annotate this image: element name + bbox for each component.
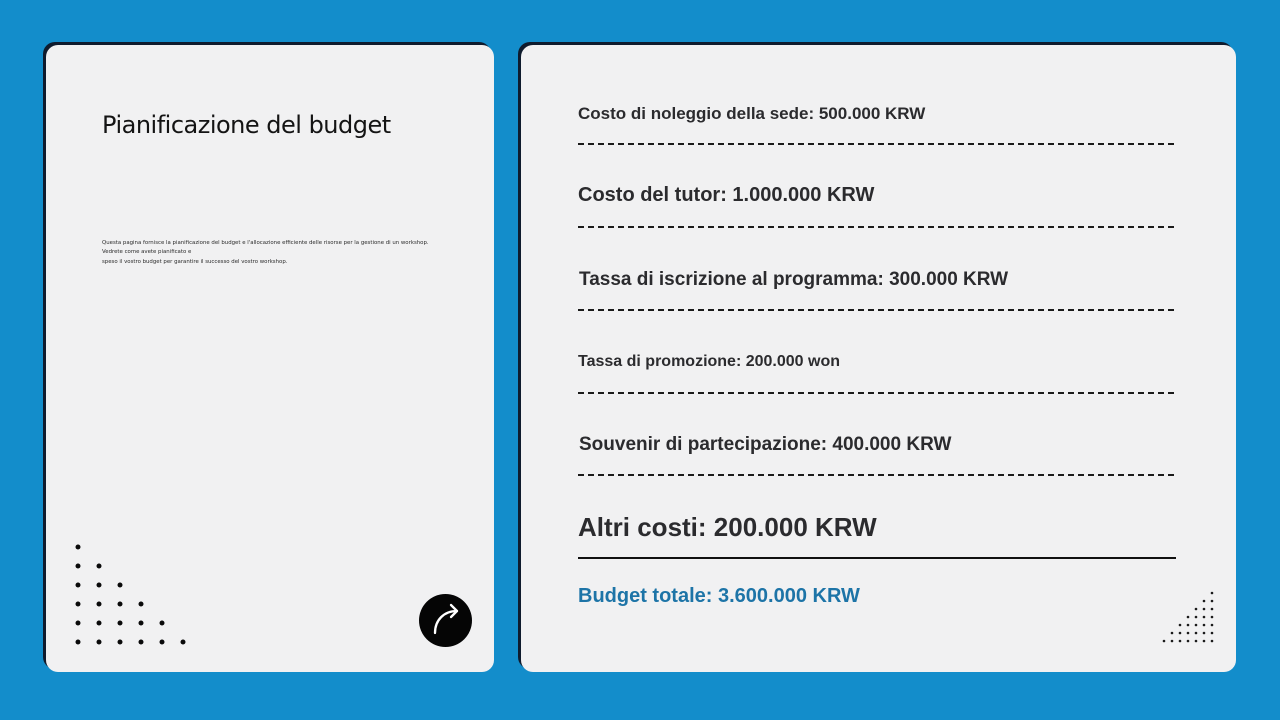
left-card [46, 45, 494, 672]
budget-item-venue-rental: Costo di noleggio della sede: 500.000 KRW [578, 104, 926, 123]
budget-item-tutor: Costo del tutor: 1.000.000 KRW [578, 184, 875, 206]
budget-total: Budget totale: 3.600.000 KRW [578, 585, 860, 607]
dashed-divider [578, 226, 1174, 228]
page-title: Pianificazione del budget [102, 111, 391, 139]
corner-dot-pattern-icon [1158, 589, 1218, 649]
dashed-divider [578, 474, 1174, 476]
solid-divider [578, 557, 1176, 559]
budget-item-other-costs: Altri costi: 200.000 KRW [578, 512, 877, 542]
dot-triangle-icon [72, 541, 192, 651]
description-line-1: Questa pagina fornisce la pianificazione del budget e l'allocazione efficiente delle risorse per la gestione di un workshop. [102, 240, 429, 246]
budget-item-souvenir: Souvenir di partecipazione: 400.000 KRW [579, 434, 952, 455]
dashed-divider [578, 392, 1174, 394]
right-card [521, 45, 1236, 672]
budget-item-registration: Tassa di iscrizione al programma: 300.000 KRW [579, 269, 1009, 290]
next-arrow-button[interactable] [419, 594, 472, 647]
curved-arrow-icon [419, 594, 472, 647]
description-line-3: speso il vostro budget per garantire il successo del vostro workshop. [102, 258, 288, 265]
budget-item-promotion: Tassa di promozione: 200.000 won [578, 353, 840, 370]
dashed-divider [578, 309, 1174, 311]
dashed-divider [578, 143, 1174, 145]
description-line-2: Vedrete come avete pianificato e [102, 249, 192, 256]
description-text [102, 239, 442, 267]
